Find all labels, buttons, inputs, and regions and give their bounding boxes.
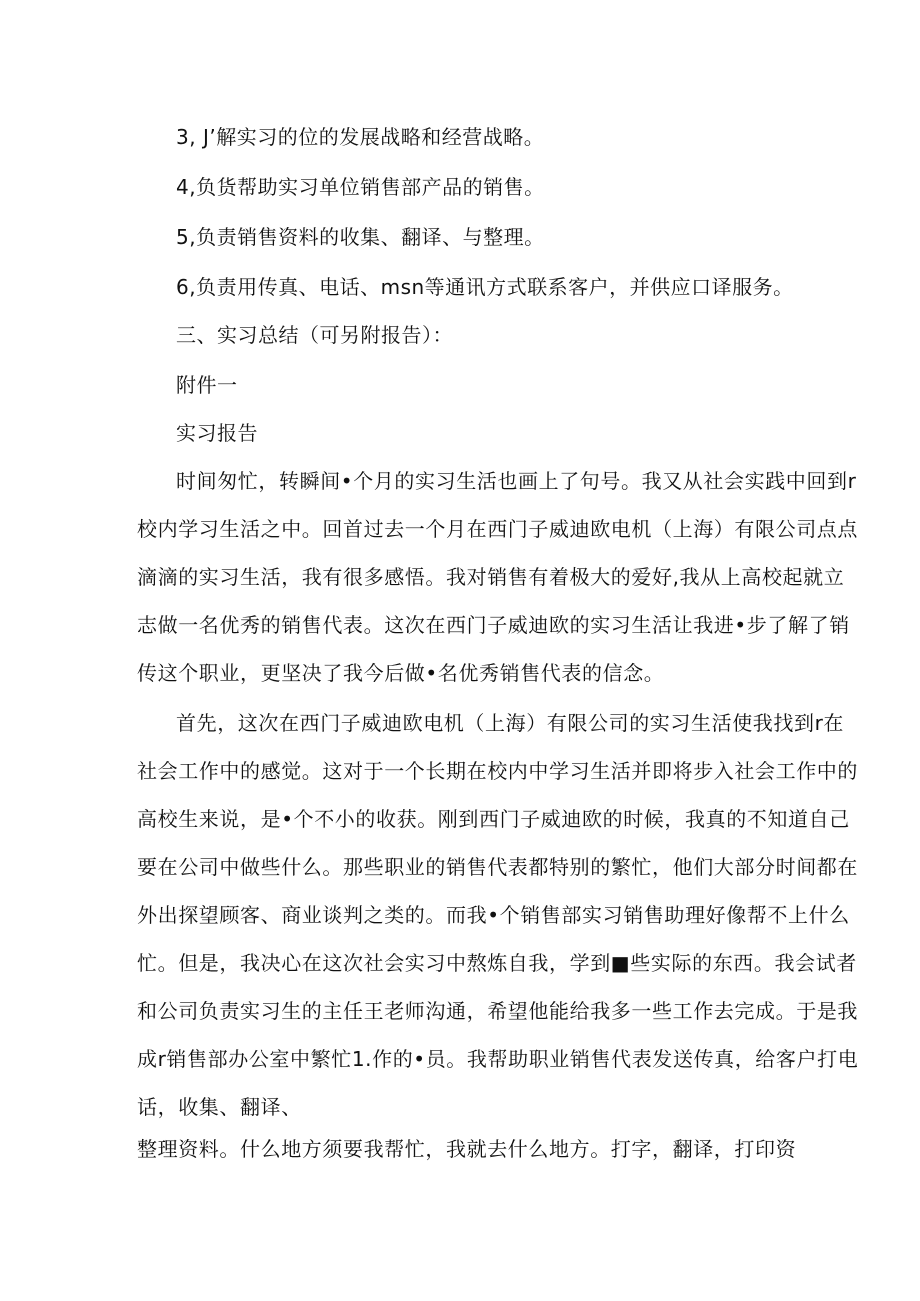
paragraph1-line: 传这个职业，更坚决了我今后做•名优秀销售代表的信念。 <box>137 661 665 685</box>
list-item-3: 3, J’解实习的位的发展战略和经营战略。 <box>176 125 545 149</box>
section-heading: 三、实习总结（可另附报告）： <box>176 323 453 347</box>
paragraph2-line: 和公司负责实习生的主任王老师沟通，希望他能给我多一些工作去完成。于是我 <box>137 999 858 1023</box>
paragraph2-line: 外出探望顾客、商业谈判之类的。而我•个销售部实习销售助理好像帮不上什么 <box>137 903 850 927</box>
paragraph1-line: 校内学习生活之中。回首过去一个月在西门子威迪欧电机（上海）有限公司点点 <box>137 517 858 541</box>
paragraph2-line: 成r销售部办公室中繁忙1.作的•员。我帮助职业销售代表发送传真，给客户打电 <box>137 1047 859 1071</box>
list-item-4: 4,负货帮助实习单位销售部产品的销售。 <box>176 175 545 199</box>
paragraph2-line: 社会工作中的感觉。这对于一个长期在校内中学习生活并即将步入社会工作中的 <box>137 759 858 783</box>
paragraph2-line: 首先，这次在西门子威迪欧电机（上海）有限公司的实习生活使我找到r在 <box>176 711 845 735</box>
paragraph1-line: 志做一名优秀的销售代表。这次在西门子威迪欧的实习生活让我进•步了解了销 <box>137 613 850 637</box>
paragraph2-line: 高校生来说，是•个不小的收获。刚到西门子威迪欧的时候，我真的不知道自己 <box>137 807 850 831</box>
paragraph2-line: 话，收集、翻译、 <box>137 1095 302 1119</box>
paragraph2-line: 要在公司中做些什么。那些职业的销售代表都特别的繁忙，他们大部分时间都在 <box>137 855 858 879</box>
paragraph2-line: 忙。但是，我决心在这次社会实习中熬炼自我，学到■些实际的东西。我会试者 <box>137 951 857 975</box>
report-title: 实习报告 <box>176 421 258 445</box>
attachment-label: 附件一 <box>176 373 238 397</box>
list-item-6: 6,负责用传真、电话、msn等通讯方式联系客户，并供应口译服务。 <box>176 275 794 299</box>
list-item-5: 5,负责销售资料的收集、翻译、与整理。 <box>176 225 545 249</box>
paragraph3-line: 整理资料。什么地方须要我帮忙，我就去什么地方。打字，翻译，打印资 <box>137 1137 797 1161</box>
paragraph1-line: 时间匆忙，转瞬间•个月的实习生活也画上了句号。我又从社会实践中回到r <box>176 469 857 493</box>
paragraph1-line: 滴滴的实习生活，我有很多感悟。我对销售有着极大的爱好,我从上高校起就立 <box>137 565 845 589</box>
